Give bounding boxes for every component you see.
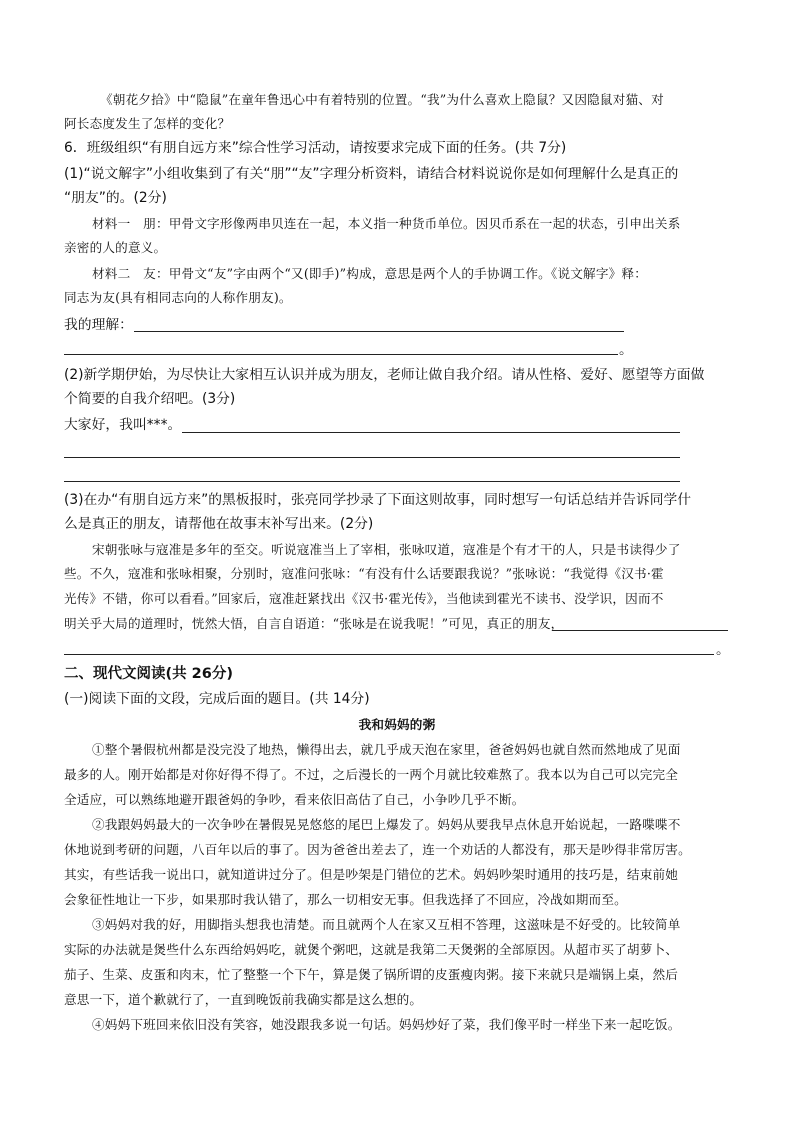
section-heading: 二、现代文阅读(共 26分) [64, 666, 233, 682]
article-paragraph: ②我跟妈妈最大的一次争吵在暑假晃晃悠悠的尾巴上爆发了。妈妈从要我早点休息开始说起，一路喋喋不 [92, 817, 681, 832]
article-paragraph: 最多的人。刚开始都是对你好得不得了。不过，之后漫长的一两个月就比较难熬了。我本以为自己可以完完全 [64, 767, 679, 782]
end-mark: 。 [716, 642, 730, 658]
answer-blank[interactable] [64, 457, 680, 458]
q6-sub3-prompt: (3)在办“有朋自远方来”的黑板报时，张亮同学抄录了下面这则故事，同时想写一句话总结并告诉同学什 [64, 492, 692, 508]
q6-sub1-prompt: (1)“说文解字”小组收集到了有关“朋”“友”字理分析资料，请结合材料说说你是如何理解什么是真正的 [64, 166, 679, 182]
article-title: 我和妈妈的粥 [358, 717, 436, 732]
answer-blank[interactable] [182, 432, 680, 433]
story-line: 宋朝张咏与寇准是多年的至交。听说寇准当上了宰相，张咏叹道，寇准是个有才干的人，只是书读得少了 [92, 542, 681, 557]
material-1: 材料一 朋：甲骨文字形像两串贝连在一起，本义指一种货币单位。因贝币系在一起的状态，引申出关系 [92, 216, 681, 231]
article-paragraph: 全适应，可以熟练地避开跟爸妈的争吵，看来依旧高估了自己，小争吵几乎不断。 [64, 792, 525, 807]
intro-question-line: 阿长态度发生了怎样的变化？ [64, 116, 231, 131]
end-mark: 。 [619, 342, 633, 358]
article-paragraph: 休地说到考研的问题，八百年以后的事了。因为爸爸出差去了，连一个劝话的人都没有，那天是吵得非常厉害。 [64, 842, 691, 857]
article-paragraph: ①整个暑假杭州都是没完没了地热，懒得出去，就几乎成天泡在家里，爸爸妈妈也就自然而然地成了见面 [92, 742, 681, 757]
q6-sub3-prompt: 么是真正的朋友，请帮他在故事末补写出来。(2分) [64, 516, 374, 532]
article-paragraph: 会象征性地让一下步，如果那时我认错了，那么一切相安无事。但我选择了不回应，冷战如期而至。 [64, 892, 627, 907]
question-6-title: 6．班级组织“有朋自远方来”综合性学习活动，请按要求完成下面的任务。(共 7分) [64, 140, 567, 156]
story-line: 光传》不错，你可以看看。”回家后，寇准赶紧找出《汉书·霍光传》，当他读到霍光不读书、没学识，因而不 [64, 591, 664, 606]
material-1: 亲密的人的意义。 [64, 240, 167, 255]
article-paragraph: 其实，有些话我一说出口，就知道讲过分了。但是吵架是门错位的艺术。妈妈吵架时通用的技巧是，结束前她 [64, 867, 679, 882]
q6-sub2-prompt: (2)新学期伊始，为尽快让大家相互认识并成为朋友，老师让做自我介绍。请从性格、爱好、愿望等方面做 [64, 367, 705, 383]
article-paragraph: 实际的办法就是煲些什么东西给妈妈吃，就煲个粥吧，这就是我第二天煲粥的全部原因。从超市买了胡萝卜、 [64, 942, 679, 957]
material-2: 材料二 友：甲骨文“友”字由两个“又(即手)”构成，意思是两个人的手协调工作。《说文解字》释： [92, 266, 648, 281]
q6-sub2-prompt: 个简要的自我介绍吧。(3分) [64, 391, 236, 407]
answer-blank[interactable] [552, 630, 728, 631]
answer-blank[interactable] [134, 331, 624, 332]
answer-label: 我的理解： [64, 317, 133, 333]
article-paragraph: ③妈妈对我的好，用脚指头想我也清楚。而且就两个人在家又互相不答理，这滋味是不好受的。比较简单 [92, 917, 681, 932]
answer-blank[interactable] [64, 354, 618, 355]
story-line: 些。不久，寇准和张咏相聚，分别时，寇准问张咏：“有没有什么话要跟我说？”张咏说：“我觉得《汉书·霍 [64, 566, 664, 581]
q6-sub1-prompt: “朋友”的。(2分) [64, 190, 167, 206]
article-paragraph: 意思一下，道个歉就行了，一直到晚饭前我确实都是这么想的。 [64, 992, 423, 1007]
answer-blank[interactable] [64, 481, 680, 482]
answer-prefix: 大家好，我叫***。 [64, 417, 182, 433]
intro-question-line: 《朝花夕拾》中“隐鼠”在童年鲁迅心中有着特别的位置。“我”为什么喜欢上隐鼠？又因隐鼠对猫、对 [100, 92, 664, 107]
article-paragraph: 茄子、生菜、皮蛋和肉末，忙了整整一个下午，算是煲了锅所谓的皮蛋瘦肉粥。接下来就只是端锅上桌，然后 [64, 967, 679, 982]
section-part-heading: (一)阅读下面的文段，完成后面的题目。(共 14分) [64, 691, 370, 707]
story-line: 明关乎大局的道理时，恍然大悟，自言自语道：“张咏是在说我呢！”可见，真正的朋友， [64, 616, 564, 631]
answer-blank[interactable] [64, 654, 714, 655]
material-2: 同志为友(具有相同志向的人称作朋友)。 [64, 290, 292, 305]
article-paragraph: ④妈妈下班回来依旧没有笑容，她没跟我多说一句话。妈妈炒好了菜，我们像平时一样坐下来一起吃饭。 [92, 1017, 681, 1032]
